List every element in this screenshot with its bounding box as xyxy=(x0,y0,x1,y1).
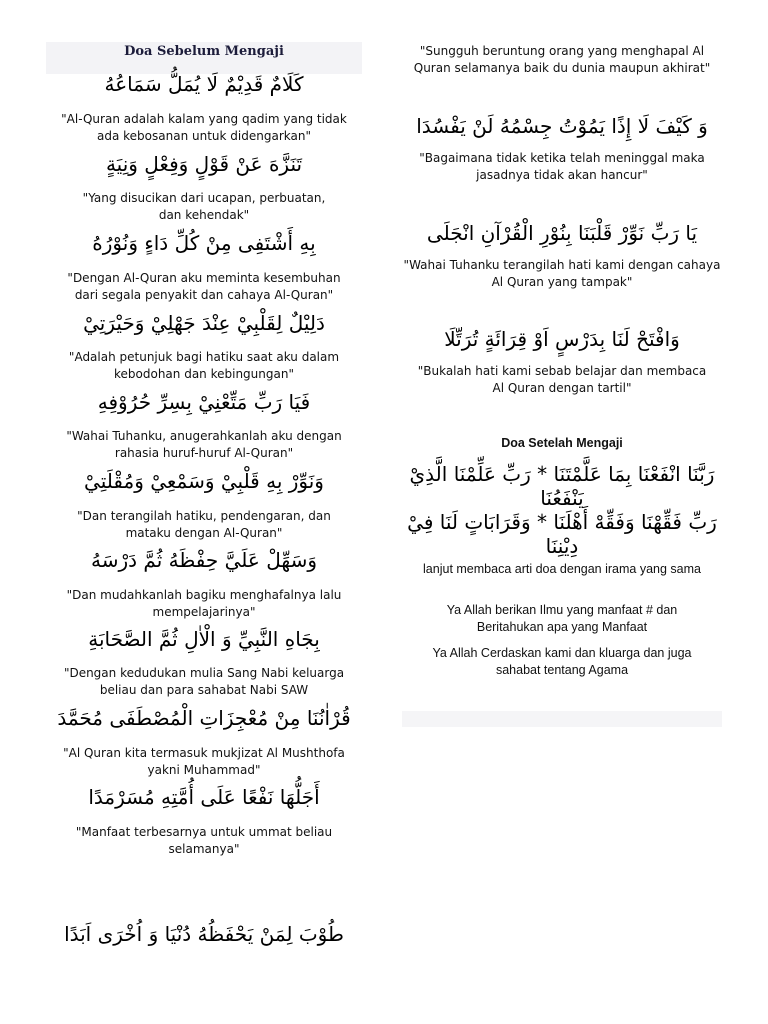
right-translation-3: "Bukalah hati kami sebab belajar dan membaca Al Quran dengan tartil" xyxy=(417,364,707,395)
arabic-verse-7: وَسَهِّلْ عَلَيَّ حِفْظَهُ ثُمَّ دَرْسَهُ xyxy=(91,548,317,572)
arabic-verse-10: أَجَلُّهَا نَفْعًا عَلَى أُمَّتِهِ مُسَرْمَدًا xyxy=(88,785,320,809)
arabic-verse-5: فَيَا رَبِّ مَتِّعْنِيْ بِسِرِّ حُرُوْفِهِ xyxy=(97,390,311,414)
translation-10: "Manfaat terbesarnya untuk ummat beliau selamanya" xyxy=(75,825,333,856)
right-arabic-verse-1: وَ كَيْفَ لَا إِذًا يَمُوْتُ جِسْمُهُ لَنْ يَفْسُدَا xyxy=(416,114,708,138)
translation-8: "Dengan kedudukan mulia Sang Nabi keluarga beliau dan para sahabat Nabi SAW xyxy=(63,666,345,697)
after-arabic-1: رَبَّنَا انْفَعْنَا بِمَا عَلَّمْتَنَا * رَبِّ عَلِّمْنَا الَّذِيْ يَنْفَعُنَا xyxy=(409,462,715,510)
arabic-verse-8: بِجَاهِ النَّبِيِّ وَ الْاٰلِ ثُمَّ الصَّحَابَةِ xyxy=(88,627,320,651)
arabic-verse-final: طُوْبَ لِمَنْ يَحْفَظُهُ دُنْيَا وَ اُخْرَى اَبَدًا xyxy=(64,922,344,946)
translation-2: "Yang disucikan dari ucapan, perbuatan, dan kehendak" xyxy=(82,191,326,222)
translation-9: "Al Quran kita termasuk mukjizat Al Mushthofa yakni Muhammad" xyxy=(63,746,345,777)
page-title: Doa Sebelum Mengaji xyxy=(124,44,284,59)
highlight-bar xyxy=(402,711,722,727)
arabic-verse-9: قُرْاٰنُنَا مِنْ مُعْجِزَاتِ الْمُصْطَفَى مُحَمَّدَ xyxy=(57,706,351,730)
translation-1: "Al-Quran adalah kalam yang qadim yang tidak ada kebosanan untuk didengarkan" xyxy=(61,112,347,143)
right-translation-2: "Wahai Tuhanku terangilah hati kami dengan cahaya Al Quran yang tampak" xyxy=(403,258,721,289)
arabic-verse-1: كَلَامٌ قَدِيْمٌ لَا يُمَلُّ سَمَاعُهُ xyxy=(104,72,304,96)
after-reading-title: Doa Setelah Mengaji xyxy=(501,436,623,450)
arabic-verse-6: وَنَوِّرْ بِهِ قَلْبِيْ وَسَمْعِيْ وَمُقْلَتِيْ xyxy=(84,469,324,493)
translation-7: "Dan mudahkanlah bagiku menghafalnya lalu mempelajarinya" xyxy=(66,588,342,619)
arabic-verse-2: تَنَزَّهَ عَنْ قَوْلٍ وَفِعْلٍ وَنِيَةٍ xyxy=(105,152,303,176)
translation-4: "Adalah petunjuk bagi hatiku saat aku dalam kebodohan dan kebingungan" xyxy=(68,350,340,381)
right-arabic-verse-2: يَا رَبِّ نَوِّرْ قَلْبَنَا بِنُوْرِ الْقُرْآنِ انْجَلَى xyxy=(426,221,698,245)
right-translation-1: "Bagaimana tidak ketika telah meninggal maka jasadnya tidak akan hancur" xyxy=(419,151,705,182)
arabic-verse-3: بِهِ أَشْتَفِى مِنْ كُلِّ دَاءٍ وَنُوْرُهُ xyxy=(92,231,316,255)
right-arabic-verse-3: وَافْتَحْ لَنَا بِدَرْسٍ اَوْ قِرَائَةٍ تُرَتِّلَا xyxy=(444,327,680,351)
arabic-verse-4: دَلِيْلٌ لِقَلْبِيْ عِنْدَ جَهْلِيْ وَحَيْرَتِيْ xyxy=(83,311,325,335)
after-note: lanjut membaca arti doa dengan irama yang sama xyxy=(423,562,701,576)
translation-6: "Dan terangilah hatiku, pendengaran, dan mataku dengan Al-Quran" xyxy=(77,509,331,540)
translation-5: "Wahai Tuhanku, anugerahkanlah aku dengan rahasia huruf-huruf Al-Quran" xyxy=(66,429,342,460)
top-translation: "Sungguh beruntung orang yang menghapal Al Quran selamanya baik du dunia maupun akhirat" xyxy=(413,44,711,75)
meaning-1: Ya Allah berikan Ilmu yang manfaat # dan Beritahukan apa yang Manfaat xyxy=(446,603,678,634)
after-arabic-2: رَبِّ فَقِّهْنَا وَفَقِّهْ أَهْلَنَا * وَقَرَابَاتٍ لَنَا فِيْ دِيْنِنَا xyxy=(407,510,717,558)
meaning-2: Ya Allah Cerdaskan kami dan kluarga dan juga sahabat tentang Agama xyxy=(432,646,692,677)
translation-3: "Dengan Al-Quran aku meminta kesembuhan dari segala penyakit dan cahaya Al-Quran" xyxy=(67,271,341,302)
